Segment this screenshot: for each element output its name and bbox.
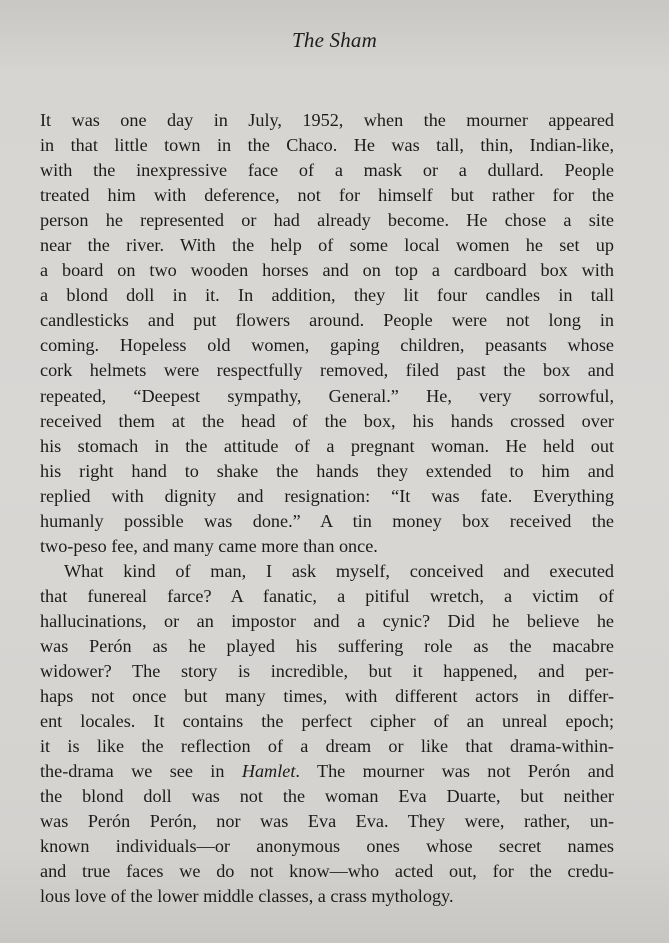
text-line: it is like the reflection of a dream or like that drama-within- bbox=[40, 736, 614, 757]
text-segment: . The mourner was not Perón and bbox=[295, 761, 614, 782]
text-line: a blond doll in it. In addition, they lit four candles in tall bbox=[40, 285, 614, 306]
text-line: two-peso fee, and many came more than once. bbox=[40, 535, 378, 556]
text-line: humanly possible was done.” A tin money box received the bbox=[40, 510, 614, 531]
text-line: coming. Hopeless old women, gaping children, peasants whose bbox=[40, 335, 614, 356]
text-line: haps not once but many times, with different actors in differ- bbox=[40, 686, 614, 707]
text-line: a board on two wooden horses and on top a cardboard box with bbox=[40, 260, 614, 281]
body-text bbox=[40, 108, 614, 910]
text-line: the blond doll was not the woman Eva Duarte, but neither bbox=[40, 786, 614, 807]
text-line bbox=[40, 759, 614, 784]
page-title: The Sham bbox=[291, 28, 377, 52]
text-line: his stomach in the attitude of a pregnant woman. He held out bbox=[40, 435, 614, 456]
paragraph-1 bbox=[40, 108, 614, 559]
text-line: replied with dignity and resignation: “It was fate. Everything bbox=[40, 485, 614, 506]
text-line: known individuals—or anonymous ones whose secret names bbox=[40, 836, 614, 857]
text-line: received them at the head of the box, his hands crossed over bbox=[40, 410, 614, 431]
text-line: near the river. With the help of some local women he set up bbox=[40, 235, 614, 256]
text-line: in that little town in the Chaco. He was tall, thin, Indian-like, bbox=[40, 135, 614, 156]
text-line: with the inexpressive face of a mask or a dullard. People bbox=[40, 160, 614, 181]
italic-title-hamlet: Hamlet bbox=[241, 761, 296, 782]
text-line: widower? The story is incredible, but it happened, and per- bbox=[40, 661, 614, 682]
text-line: cork helmets were respectfully removed, filed past the box and bbox=[40, 360, 614, 381]
text-line: repeated, “Deepest sympathy, General.” He, very sorrowful, bbox=[40, 385, 614, 406]
text-line: and true faces we do not know—who acted out, for the credu- bbox=[40, 861, 614, 882]
text-line: hallucinations, or an impostor and a cynic? Did he believe he bbox=[40, 610, 614, 631]
text-line: What kind of man, I ask myself, conceived and executed bbox=[64, 560, 614, 581]
text-line: his right hand to shake the hands they extended to him and bbox=[40, 460, 614, 481]
text-line: It was one day in July, 1952, when the mourner appeared bbox=[40, 110, 614, 130]
text-segment: the-drama we see in bbox=[40, 761, 242, 782]
text-line: treated him with deference, not for himself but rather for the bbox=[40, 185, 614, 206]
text-line: ent locales. It contains the perfect cipher of an unreal epoch; bbox=[40, 711, 614, 732]
text-line: lous love of the lower middle classes, a crass mythology. bbox=[40, 886, 454, 907]
text-line: was Perón as he played his suffering role as the macabre bbox=[40, 635, 614, 656]
text-line: candlesticks and put flowers around. People were not long in bbox=[40, 310, 614, 331]
text-line: was Perón Perón, nor was Eva Eva. They were, rather, un- bbox=[40, 811, 614, 832]
text-line: person he represented or had already become. He chose a site bbox=[40, 210, 614, 231]
paragraph-2 bbox=[40, 559, 614, 910]
text-line: that funereal farce? A fanatic, a pitiful wretch, a victim of bbox=[40, 585, 614, 606]
